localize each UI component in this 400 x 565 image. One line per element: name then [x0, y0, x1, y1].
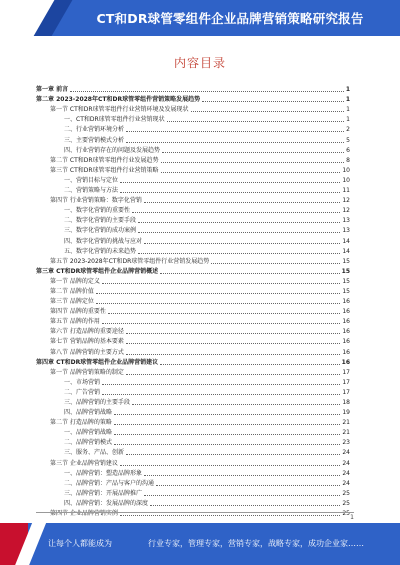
toc-entry-label: 三、品牌营销的主要手段 [64, 399, 131, 406]
toc-entry-label: 第一章 前言 [36, 86, 69, 94]
toc-leader-dots [162, 152, 344, 153]
toc-entry-page: 14 [342, 237, 350, 245]
toc-leader-dots [138, 222, 340, 223]
toc-entry-page: 1 [346, 116, 350, 124]
toc-leader-dots [114, 434, 340, 435]
toc-leader-dots [167, 121, 345, 122]
toc-entry[interactable] [36, 205, 350, 215]
footer-slogan-left: 让每个人都能成为 [48, 539, 112, 548]
toc-entry-page: 1 [346, 106, 350, 114]
toc-entry[interactable] [36, 215, 350, 225]
toc-entry-label: 二、营销策略与方法 [64, 187, 119, 195]
toc-leader-dots [120, 192, 340, 193]
toc-leader-dots [96, 303, 340, 304]
toc-entry-page: 16 [342, 338, 350, 346]
toc-leader-dots [126, 454, 340, 455]
toc-leader-dots [126, 354, 340, 355]
toc-entry-label: 一、数字化营销的重要性 [64, 207, 131, 215]
toc-entry[interactable] [36, 235, 350, 245]
toc-entry-label: 第五节 2023-2028年CT和DR球管零组件行业营销发展趋势 [50, 257, 210, 265]
toc-entry-label: 一、市场营销 [64, 378, 101, 386]
toc-entry[interactable] [36, 447, 350, 457]
toc-entry-page: 21 [342, 429, 350, 437]
toc-entry[interactable] [36, 225, 350, 235]
toc-entry-page: 16 [342, 308, 350, 316]
toc-entry-page: 21 [342, 419, 350, 427]
toc-entry[interactable] [36, 437, 350, 447]
toc-leader-dots [138, 232, 340, 233]
toc-entry-label: 四、品牌营销：发展品牌的深度 [64, 499, 149, 507]
toc-entry-label: 第一节 CT和DR球管零组件行业营销环境及发展现状 [50, 106, 189, 114]
toc-entry-label: 一、品牌营销战略 [64, 429, 113, 437]
toc-entry-label: 二、行业营销环境分析 [64, 126, 125, 134]
toc-leader-dots [126, 333, 340, 334]
report-header [0, 0, 400, 36]
toc-leader-dots [114, 414, 340, 415]
toc-leader-dots [144, 475, 340, 476]
toc-entry[interactable] [36, 478, 350, 488]
toc-entry[interactable] [36, 316, 350, 326]
toc-entry-label: 第二节 CT和DR球管零组件行业发展趋势 [50, 156, 159, 164]
toc-leader-dots [160, 364, 339, 365]
toc-leader-dots [70, 91, 344, 92]
toc-leader-dots [108, 313, 340, 314]
toc-entry[interactable] [36, 195, 350, 205]
toc-leader-dots [120, 465, 340, 466]
toc-entry[interactable] [36, 94, 350, 104]
toc-entry-label: 二、广告营销 [64, 388, 101, 396]
toc-entry-page: 15 [342, 257, 350, 265]
toc-entry-label: 第一节 品牌营销策略的制定 [50, 368, 124, 376]
toc-entry-page: 17 [342, 378, 350, 386]
toc-entry-page: 5 [346, 136, 350, 144]
toc-entry-label: 二、数字化营销的主要手段 [64, 217, 137, 225]
toc-entry-page: 15 [341, 267, 350, 275]
toc-entry[interactable] [36, 387, 350, 397]
toc-entry-label: 第四节 品牌的重要性 [50, 308, 106, 316]
toc-entry[interactable] [36, 124, 350, 134]
toc-entry-page: 13 [342, 217, 350, 225]
toc-entry-label: 四、数字化营销的挑战与应对 [64, 237, 143, 245]
toc-entry[interactable] [36, 498, 350, 508]
toc-entry-label: 四、行业营销存在的问题及发展趋势 [64, 146, 161, 154]
toc-entry-page: 16 [342, 298, 350, 306]
report-title: CT和DR球管零组件企业品牌营销策略研究报告 [96, 11, 364, 26]
toc-entry[interactable] [36, 286, 350, 296]
toc-leader-dots [102, 323, 340, 324]
toc-entry-label: 第二节 打造品牌的策略 [50, 419, 112, 427]
toc-entry-label: 第四节 行业营销策略：数字化营销 [50, 197, 142, 205]
toc-entry-label: 第三节 CT和DR球管零组件行业营销策略 [50, 166, 159, 174]
toc-entry-page: 1 [345, 96, 350, 104]
toc-leader-dots [144, 243, 340, 244]
toc-entry-page: 19 [342, 409, 350, 417]
toc-entry-label: 二、品牌营销模式 [64, 439, 113, 447]
toc-entry[interactable] [36, 357, 350, 367]
toc-entry[interactable] [36, 346, 350, 356]
toc-entry-label: 一、品牌营销：塑造品牌形象 [64, 469, 143, 477]
toc-entry-page: 16 [342, 318, 350, 326]
toc-leader-dots [202, 101, 344, 102]
footer-divider [36, 512, 354, 513]
toc-entry-label: 第四章 CT和DR球管零组件企业品牌营销建议 [36, 358, 159, 366]
toc-entry[interactable] [36, 296, 350, 306]
toc-entry-page: 25 [342, 499, 350, 507]
toc-entry-label: 一、营销目标与定位 [64, 176, 119, 184]
toc-leader-dots [150, 505, 340, 506]
toc-entry-label: 第四节 企业品牌营销实例 [50, 510, 118, 518]
toc-entry[interactable] [36, 266, 350, 276]
toc-entry-label: 二、品牌营销：产品与客户的沟通 [64, 479, 155, 487]
toc-leader-dots [156, 485, 340, 486]
toc-entry-label: 第二节 品牌价值 [50, 287, 94, 295]
toc-leader-dots [126, 142, 344, 143]
toc-entry-label: 第三节 企业品牌营销建议 [50, 459, 118, 467]
toc-entry[interactable] [36, 397, 350, 407]
toc-leader-dots [114, 444, 340, 445]
toc-entry-page: 24 [342, 449, 350, 457]
toc-entry[interactable] [36, 336, 350, 346]
toc-leader-dots [96, 293, 340, 294]
footer-slogan-right: 行业专家，管理专家，营销专家，战略专家，成功企业家…… [148, 539, 364, 548]
toc-entry-page: 10 [342, 176, 350, 184]
table-of-contents [36, 84, 350, 518]
toc-entry-page: 17 [342, 388, 350, 396]
toc-leader-dots [102, 394, 340, 395]
toc-title: 内容目录 [173, 56, 226, 70]
toc-entry-page: 24 [342, 479, 350, 487]
toc-entry[interactable] [36, 185, 350, 195]
toc-entry[interactable] [36, 367, 350, 377]
toc-entry[interactable] [36, 256, 350, 266]
toc-entry[interactable] [36, 276, 350, 286]
toc-entry[interactable] [36, 377, 350, 387]
toc-entry-label: 第五节 品牌的作用 [50, 318, 100, 326]
toc-entry-label: 第三章 CT和DR球管零组件企业品牌营销概述 [36, 267, 159, 275]
toc-entry-label: 第八节 品牌营销的主要方式 [50, 348, 124, 356]
toc-entry-page: 23 [342, 439, 350, 447]
toc-entry-page: 11 [342, 187, 350, 195]
toc-entry-page: 24 [342, 469, 350, 477]
toc-entry-label: 第六节 打造品牌的重要途径 [50, 328, 124, 336]
toc-entry[interactable] [36, 468, 350, 478]
toc-entry-page: 15 [342, 277, 350, 285]
toc-entry-page: 14 [342, 247, 350, 255]
toc-entry-label: 三、数字化营销的成功案例 [64, 227, 137, 235]
toc-entry[interactable] [36, 457, 350, 467]
toc-leader-dots [126, 374, 340, 375]
toc-entry[interactable] [36, 306, 350, 316]
toc-entry[interactable] [36, 155, 350, 165]
toc-entry-label: 第二章 2023-2028年CT和DR球管零组件营销策略发展趋势 [36, 96, 201, 104]
toc-entry[interactable] [36, 407, 350, 417]
toc-leader-dots [102, 384, 340, 385]
toc-entry[interactable] [36, 488, 350, 498]
toc-entry-label: 第一节 品牌的定义 [50, 277, 100, 285]
toc-leader-dots [126, 343, 340, 344]
toc-entry-page: 12 [342, 207, 350, 215]
toc-entry-page: 25 [342, 510, 350, 518]
toc-entry-page: 12 [342, 197, 350, 205]
toc-entry[interactable] [36, 165, 350, 175]
toc-leader-dots [126, 131, 344, 132]
toc-entry-label: 一、CT和DR球管零组件行业营销现状 [64, 116, 165, 124]
toc-entry[interactable] [36, 134, 350, 144]
toc-entry-label: 第七节 营销品牌的基本要素 [50, 338, 124, 346]
toc-entry-page: 17 [342, 368, 350, 376]
toc-entry-page: 16 [342, 328, 350, 336]
toc-leader-dots [132, 212, 340, 213]
toc-leader-dots [144, 495, 340, 496]
toc-entry-page: 18 [342, 399, 350, 406]
toc-leader-dots [144, 202, 340, 203]
toc-entry-page: 10 [342, 166, 350, 174]
toc-leader-dots [161, 172, 341, 173]
toc-leader-dots [160, 273, 339, 274]
toc-leader-dots [161, 162, 345, 163]
toc-leader-dots [120, 182, 340, 183]
toc-leader-dots [120, 515, 340, 516]
toc-leader-dots [114, 424, 340, 425]
toc-entry-page: 16 [341, 358, 350, 366]
toc-entry-page: 13 [342, 227, 350, 235]
toc-entry-label: 三、服务、产品、创新 [64, 449, 125, 457]
toc-leader-dots [138, 253, 340, 254]
toc-entry-label: 三、主要营销模式分析 [64, 136, 125, 144]
toc-leader-dots [191, 111, 345, 112]
toc-leader-dots [132, 404, 340, 405]
toc-entry[interactable] [36, 84, 350, 94]
page-number: 1 [350, 514, 354, 521]
toc-entry-page: 6 [346, 146, 350, 154]
toc-entry[interactable] [36, 326, 350, 336]
toc-entry[interactable] [36, 145, 350, 155]
toc-entry[interactable] [36, 417, 350, 427]
toc-entry[interactable] [36, 114, 350, 124]
toc-entry-page: 24 [342, 459, 350, 467]
toc-entry-label: 四、品牌营销战略 [64, 409, 113, 417]
toc-entry[interactable] [36, 175, 350, 185]
toc-leader-dots [211, 263, 340, 264]
toc-entry-page: 25 [342, 489, 350, 497]
toc-leader-dots [102, 283, 340, 284]
toc-entry-page: 15 [342, 287, 350, 295]
toc-entry[interactable] [36, 104, 350, 114]
toc-entry-label: 五、数字化营销的未来趋势 [64, 247, 137, 255]
toc-entry-page: 16 [342, 348, 350, 356]
toc-entry-page: 8 [346, 156, 350, 164]
toc-entry-page: 2 [346, 126, 350, 134]
toc-entry[interactable] [36, 246, 350, 256]
report-footer [0, 523, 400, 565]
toc-entry-label: 第三节 品牌定位 [50, 298, 94, 306]
toc-entry-page: 1 [345, 86, 350, 94]
toc-entry[interactable] [36, 427, 350, 437]
toc-entry-label: 三、品牌营销：开展品牌推广 [64, 489, 143, 497]
